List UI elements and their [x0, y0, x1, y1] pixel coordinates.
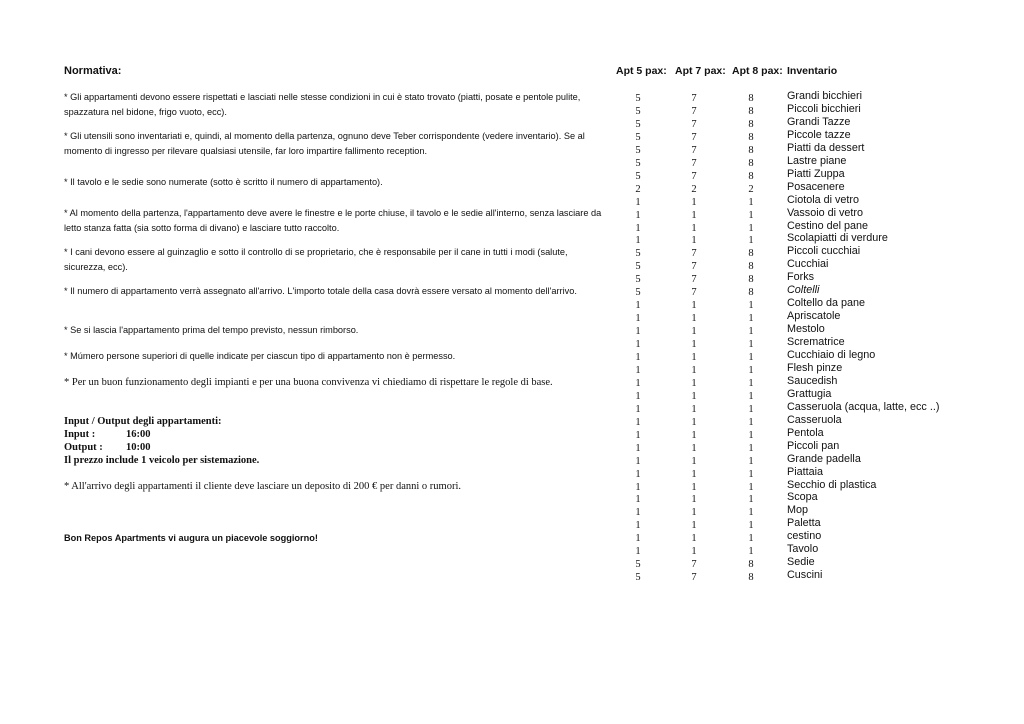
rule-no-refund: * Se si lascia l'appartamento prima del tempo previsto, nessun rimborso. — [64, 325, 359, 335]
inventory-item: Posacenere — [787, 180, 845, 193]
apt7-count: 7 — [691, 157, 697, 169]
apt7-count: 1 — [691, 377, 697, 389]
normativa-title: Normativa: — [64, 65, 122, 77]
apt7-count: 1 — [691, 209, 697, 221]
apt8-count: 1 — [748, 416, 754, 428]
table-row — [612, 556, 972, 569]
closing-message: Bon Repos Apartments vi augura un piacevole soggiorno! — [64, 533, 318, 543]
table-row — [612, 453, 972, 466]
apt8-count: 8 — [748, 274, 754, 286]
apt8-count: 1 — [748, 196, 754, 208]
apt5-count: 1 — [635, 455, 641, 467]
apt8-count: 8 — [748, 93, 754, 104]
apt5-count: 1 — [635, 352, 641, 363]
inventory-item: Mop — [787, 504, 809, 517]
inventory-item: Forks — [787, 271, 814, 284]
table-row — [612, 207, 972, 220]
table-row — [612, 271, 972, 284]
inventory-item: Piccoli pan — [787, 439, 840, 452]
table-row — [612, 427, 972, 440]
apt5-count: 1 — [635, 377, 641, 389]
table-row — [612, 129, 972, 142]
apt7-count: 7 — [691, 559, 697, 571]
apt7-count: 1 — [691, 390, 697, 402]
apt7-count: 1 — [691, 455, 697, 467]
apt8-count: 1 — [748, 377, 754, 389]
apt5-count: 5 — [635, 261, 641, 273]
apt8-count: 1 — [748, 390, 754, 402]
inventory-item: Scrematrice — [787, 336, 845, 349]
table-row — [612, 530, 972, 543]
table-row — [612, 388, 972, 401]
header-apt7: Apt 7 pax: — [675, 65, 726, 77]
apt8-count: 8 — [748, 105, 754, 117]
table-row — [612, 414, 972, 427]
apt8-count: 8 — [748, 157, 754, 169]
rule-basic-rules: * Per un buon funzionamento degli impianti e per una buona convivenza vi chiediamo di rispettare le regole di base. — [64, 377, 553, 388]
apt8-count: 1 — [748, 429, 754, 441]
apt5-count: 1 — [635, 222, 641, 234]
table-row — [612, 517, 972, 530]
apt5-count: 1 — [635, 364, 641, 376]
apt5-count: 2 — [635, 183, 641, 195]
apt8-count: 1 — [748, 364, 754, 376]
apt7-count: 1 — [691, 300, 697, 312]
apt8-count: 1 — [748, 235, 754, 247]
deposit-note: * All'arrivo degli appartamenti il cliente deve lasciare un deposito di 200 € per danni o rumori. — [64, 481, 461, 492]
inventory-item: Cuscini — [787, 569, 823, 582]
output-label: Output : — [64, 442, 103, 453]
apt5-count: 1 — [635, 326, 641, 338]
apt7-count: 1 — [691, 533, 697, 545]
apt7-count: 1 — [691, 468, 697, 480]
apt7-count: 7 — [691, 131, 697, 143]
apt5-count: 1 — [635, 429, 641, 441]
apt7-count: 1 — [691, 429, 697, 441]
apt8-count: 8 — [748, 261, 754, 273]
table-row — [612, 181, 972, 194]
table-row — [612, 323, 972, 336]
vehicle-note: Il prezzo include 1 veicolo per sistemazione. — [64, 455, 260, 466]
apt5-count: 5 — [635, 274, 641, 286]
apt7-count: 1 — [691, 313, 697, 325]
apt7-count: 1 — [691, 442, 697, 454]
table-row — [612, 142, 972, 155]
apt8-count: 8 — [748, 248, 754, 260]
apt7-count: 1 — [691, 403, 697, 415]
apt5-count: 5 — [635, 248, 641, 260]
inventory-item: Piatti da dessert — [787, 141, 865, 154]
inventory-item: Piatti Zuppa — [787, 167, 845, 180]
inventory-item: Piattaia — [787, 465, 824, 478]
rule-departure: * Al momento della partenza, l'appartamento deve avere le finestre e le porte chiuse, il tavolo e le sedie all'interno, senza lasciare da letto stanza fatta (sia sotto forma di divano) e lasciare tutto raccolto. — [64, 208, 602, 233]
table-row — [612, 543, 972, 556]
apt8-count: 8 — [748, 572, 754, 584]
apt5-count: 1 — [635, 235, 641, 247]
apt5-count: 5 — [635, 572, 641, 584]
inventory-item: Ciotola di vetro — [787, 193, 860, 206]
input-label: Input : — [64, 429, 96, 440]
apt8-count: 8 — [748, 559, 754, 571]
inventory-item: Tavolo — [787, 543, 819, 556]
inventory-item: Mestolo — [787, 323, 825, 336]
apt5-count: 5 — [635, 93, 641, 104]
inventory-item: Vassoio di vetro — [787, 206, 864, 219]
inventory-item: Piccoli bicchieri — [787, 102, 861, 115]
apt5-count: 5 — [635, 170, 641, 182]
table-row — [612, 194, 972, 207]
table-row — [612, 401, 972, 414]
apt8-count: 1 — [748, 468, 754, 480]
apt8-count: 1 — [748, 442, 754, 454]
header-apt8: Apt 8 pax: — [732, 65, 783, 77]
apt8-count: 8 — [748, 170, 754, 182]
apt7-count: 1 — [691, 222, 697, 234]
rule-clean-apartment: * Gli appartamenti devono essere rispettati e lasciati nelle stesse condizioni in cui è stato trovato (piatti, posate e pentole pulite, spazzatura nel bidone, frigo vuoto, ecc). — [64, 92, 581, 117]
apt5-count: 1 — [635, 209, 641, 221]
inventory-item: Grande padella — [787, 452, 861, 465]
table-row — [612, 90, 972, 103]
rule-apartment-number: * Il numero di appartamento verrà assegnato all'arrivo. L'importo totale della casa dovrà essere versato al momento dell'arrivo. — [64, 286, 577, 296]
inventory-item: Pentola — [787, 426, 824, 439]
apt8-count: 8 — [748, 118, 754, 130]
apt7-count: 7 — [691, 248, 697, 260]
apt8-count: 8 — [748, 131, 754, 143]
apt7-count: 7 — [691, 144, 697, 156]
apt8-count: 8 — [748, 144, 754, 156]
table-row — [612, 220, 972, 233]
apt8-count: 1 — [748, 481, 754, 493]
apt8-count: 1 — [748, 209, 754, 221]
inventory-item: Piccole tazze — [787, 128, 851, 141]
apt8-count: 1 — [748, 507, 754, 519]
inventory-item: Cucchiai — [787, 258, 829, 271]
apt5-count: 1 — [635, 339, 641, 351]
apt7-count: 1 — [691, 326, 697, 338]
apt7-count: 7 — [691, 105, 697, 117]
table-row — [612, 440, 972, 453]
header-inventario: Inventario — [787, 65, 838, 77]
apt5-count: 1 — [635, 442, 641, 454]
apt7-count: 7 — [691, 170, 697, 182]
table-row — [612, 349, 972, 362]
inventory-item: Apriscatole — [787, 310, 841, 323]
table-row — [612, 103, 972, 116]
table-row — [612, 504, 972, 517]
apt5-count: 1 — [635, 403, 641, 415]
apt7-count: 1 — [691, 364, 697, 376]
apt7-count: 1 — [691, 494, 697, 506]
rule-utensils-inventory: * Gli utensili sono inventariati e, quindi, al momento della partenza, ognuno deve Teber corrispondente (vedere inventario). Se al momento di ingresso per rilevare qualsiasi utensile, far loro impartire fallimento reception. — [64, 131, 585, 156]
inventory-item: Lastre piane — [787, 154, 847, 167]
apt7-count: 7 — [691, 118, 697, 130]
apt7-count: 1 — [691, 339, 697, 351]
inventory-item: Coltello da pane — [787, 297, 866, 310]
apt7-count: 1 — [691, 520, 697, 532]
table-row — [612, 284, 972, 297]
inventory-item: Paletta — [787, 517, 821, 530]
table-row — [612, 491, 972, 504]
inventory-item: Scolapiatti di verdure — [787, 232, 888, 245]
apt8-count: 1 — [748, 300, 754, 312]
apt8-count: 2 — [748, 183, 754, 195]
apt7-count: 7 — [691, 261, 697, 273]
apt7-count: 1 — [691, 507, 697, 519]
apt8-count: 1 — [748, 455, 754, 467]
inventory-item: Scopa — [787, 491, 818, 504]
header-apt5: Apt 5 pax: — [616, 65, 667, 77]
table-row — [612, 297, 972, 310]
inventory-item: Cucchiaio di legno — [787, 349, 876, 361]
apt5-count: 5 — [635, 118, 641, 130]
apt7-count: 1 — [691, 352, 697, 363]
inventory-item: Saucedish — [787, 374, 838, 387]
apt7-count: 7 — [691, 274, 697, 286]
rule-table-chairs: * Il tavolo e le sedie sono numerate (sotto è scritto il numero di appartamento). — [64, 177, 383, 187]
output-line — [64, 441, 609, 454]
apt5-count: 1 — [635, 507, 641, 519]
table-row — [612, 569, 972, 582]
table-row — [612, 336, 972, 349]
inventory-item: Grattugia — [787, 387, 832, 400]
input-time: 16:00 — [126, 429, 151, 440]
table-row — [612, 466, 972, 479]
table-row — [612, 232, 972, 245]
table-row — [612, 245, 972, 258]
inventory-item: Piccoli cucchiai — [787, 245, 861, 258]
apt5-count: 1 — [635, 196, 641, 208]
apt5-count: 5 — [635, 105, 641, 117]
apt5-count: 1 — [635, 546, 641, 558]
table-row — [612, 116, 972, 129]
apt5-count: 1 — [635, 300, 641, 312]
apt8-count: 1 — [748, 533, 754, 545]
inventory-item: Secchio di plastica — [787, 478, 877, 491]
rule-dogs: * I cani devono essere al guinzaglio e sotto il controllo di se proprietario, che è responsabile per il cane in tutti i modi (salute, sicurezza, ecc). — [64, 247, 568, 272]
inventory-item: Casseruola — [787, 413, 842, 426]
table-row — [612, 168, 972, 181]
apt5-count: 1 — [635, 533, 641, 545]
inventory-item: Cestino del pane — [787, 219, 869, 232]
inventory-item: Sedie — [787, 556, 815, 569]
apt5-count: 1 — [635, 468, 641, 480]
output-time: 10:00 — [126, 442, 151, 453]
input-line — [64, 428, 609, 441]
table-row — [612, 155, 972, 168]
apt8-count: 1 — [748, 494, 754, 506]
inventory-item: Flesh pinze — [787, 361, 843, 374]
apt5-count: 1 — [635, 481, 641, 493]
apt5-count: 1 — [635, 416, 641, 428]
apt7-count: 7 — [691, 93, 697, 104]
inventory-item: Grandi Tazze — [787, 115, 851, 128]
apt8-count: 1 — [748, 326, 754, 338]
apt7-count: 1 — [691, 481, 697, 493]
inventory-item: Coltelli — [787, 284, 820, 297]
inventory-item: Casseruola (acqua, latte, ecc ..) — [787, 400, 940, 413]
apt7-count: 1 — [691, 546, 697, 558]
apt8-count: 1 — [748, 352, 754, 363]
apt7-count: 2 — [691, 183, 697, 195]
apt7-count: 1 — [691, 416, 697, 428]
apt5-count: 5 — [635, 559, 641, 571]
apt5-count: 1 — [635, 494, 641, 506]
apt5-count: 1 — [635, 390, 641, 402]
apt8-count: 1 — [748, 546, 754, 558]
apt5-count: 1 — [635, 313, 641, 325]
apt8-count: 1 — [748, 222, 754, 234]
apt7-count: 7 — [691, 287, 697, 299]
apt5-count: 5 — [635, 157, 641, 169]
table-row — [612, 375, 972, 388]
apt8-count: 8 — [748, 287, 754, 299]
apt8-count: 1 — [748, 339, 754, 351]
apt7-count: 1 — [691, 235, 697, 247]
rule-max-persons: * Múmero persone superiori di quelle indicate per ciascun tipo di appartamento non è permesso. — [64, 351, 456, 361]
apt8-count: 1 — [748, 520, 754, 532]
io-title: Input / Output degli appartamenti: — [64, 416, 222, 427]
table-row — [612, 310, 972, 323]
apt5-count: 5 — [635, 287, 641, 299]
apt8-count: 1 — [748, 403, 754, 415]
table-row — [612, 362, 972, 375]
apt5-count: 1 — [635, 520, 641, 532]
apt5-count: 5 — [635, 131, 641, 143]
apt8-count: 1 — [748, 313, 754, 325]
inventory-item: Grandi bicchieri — [787, 90, 863, 102]
apt7-count: 7 — [691, 572, 697, 584]
checkin-checkout-block — [64, 415, 609, 467]
inventory-item: cestino — [787, 530, 822, 543]
apt5-count: 5 — [635, 144, 641, 156]
apt7-count: 1 — [691, 196, 697, 208]
table-row — [612, 258, 972, 271]
table-row — [612, 479, 972, 492]
